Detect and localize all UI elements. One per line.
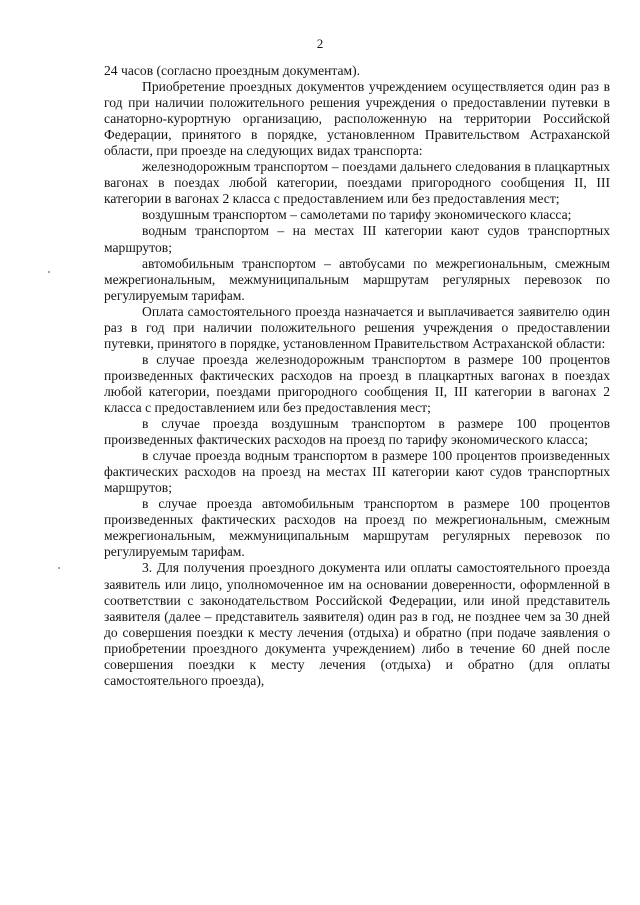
- paragraph-road-transport: автомобильным транспортом – автобусами по межрегиональным, смежным межрегиональным, межмуниципальным маршрутам регулярных перевозок по регулируемым тарифам.: [104, 255, 610, 303]
- scan-mark: [58, 567, 60, 569]
- paragraph-rail-transport: железнодорожным транспортом – поездами дальнего следования в плацкартных вагонах в поездах любой категории, поездами пригородного сообщения II, III категории в вагонах 2 класса с предоставлением или без предоставления мест;: [104, 159, 610, 207]
- paragraph-road-payment: в случае проезда автомобильным транспортом в размере 100 процентов произведенных фактических расходов на проезд по межрегиональным, смежным межрегиональным, межмуниципальным маршрутам регулярных перевозок по регулируемым тарифам.: [104, 496, 610, 560]
- paragraph-air-transport: воздушным транспортом – самолетами по тарифу экономического класса;: [142, 207, 572, 223]
- paragraph-water-payment: в случае проезда водным транспортом в размере 100 процентов произведенных фактических расходов на проезд на местах III категории кают судов транспортных маршрутов;: [104, 448, 610, 496]
- page-number: 2: [316, 36, 324, 51]
- paragraph-water-transport: водным транспортом – на местах III категории кают судов транспортных маршрутов;: [104, 223, 610, 255]
- paragraph-continuation: 24 часов (согласно проездным документам).: [104, 63, 361, 78]
- paragraph-self-travel-payment: Оплата самостоятельного проезда назначается и выплачивается заявителю один раз в год при наличии положительного решения учреждения о предоставлении путевки, принятого в порядке, установленном Правительством Астраханской области:: [104, 303, 610, 351]
- paragraph-purchase-conditions: Приобретение проездных документов учреждением осуществляется один раз в год при наличии положительного решения учреждения о предоставлении путевки в санаторно-курортную организацию, расположенную на территории Российской Федерации, принятого в порядке, установленном Правительством Астраханской области, при проезде на следующих видах транспорта:: [104, 79, 610, 159]
- document-body: [104, 63, 610, 689]
- paragraph-rail-payment: в случае проезда железнодорожным транспортом в размере 100 процентов произведенных фактических расходов на проезд в плацкартных вагонах в поездах любой категории, поездами пригородного сообщения II, III категории в вагонах 2 класса с предоставлением или без предоставления мест;: [104, 351, 610, 415]
- paragraph-air-payment: в случае проезда воздушным транспортом в размере 100 процентов произведенных фактических расходов на проезд по тарифу экономического класса;: [104, 416, 610, 448]
- paragraph-item-3: 3. Для получения проездного документа или оплаты самостоятельного проезда заявитель или лицо, уполномоченное им на основании доверенности, оформленной в соответствии с законодательством Российской Федерации, или иной представитель заявителя (далее – представитель заявителя) один раз в год, не позднее чем за 30 дней до совершения поездки к месту лечения (отдыха) и обратно (при подаче заявления о приобретении проездного документа учреждением) либо в течение 60 дней после совершения поездки к месту лечения (отдыха) и обратно (для оплаты самостоятельного проезда),: [104, 560, 610, 688]
- scan-mark: [48, 271, 50, 273]
